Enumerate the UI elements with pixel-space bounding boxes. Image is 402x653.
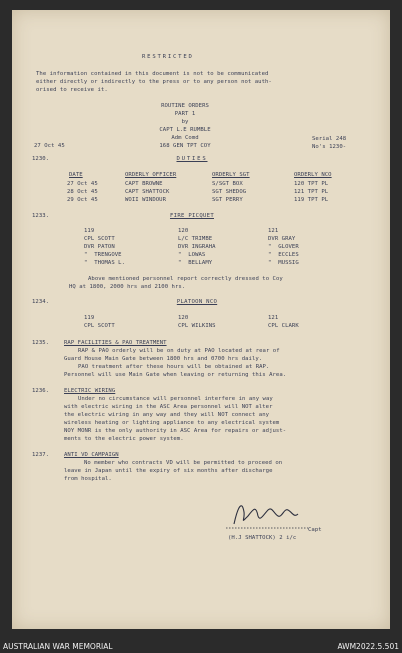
rap-line: PAO treatment after these hours will be obtained at RAP.: [78, 364, 270, 370]
section-number-duties: 1230.: [32, 156, 50, 162]
duty-row-nco: 120 TPT PL: [294, 181, 329, 187]
platoon-nco-name: CPL CLARK: [268, 323, 299, 329]
picquet-member: DVR GRAY: [268, 236, 296, 242]
picquet-member: DVR INGRAHA: [178, 244, 216, 250]
orders-role: Adm Comd: [171, 135, 199, 141]
archive-footer: [0, 641, 402, 653]
picquet-member: " MUSSIG: [268, 260, 299, 266]
duty-row-officer: CAPT SHATTOCK: [125, 189, 170, 195]
picquet-member: CPL SCOTT: [84, 236, 115, 242]
section-heading-anti-vd: ANTI VD CAMPAIGN: [64, 452, 119, 458]
picquet-unit: 119: [84, 228, 95, 234]
platoon-nco-name: CPL SCOTT: [84, 323, 115, 329]
section-heading-wiring: ELECTRIC WIRING: [64, 388, 116, 394]
picquet-member: " ECCLES: [268, 252, 299, 258]
platoon-nco-name: CPL WILKINS: [178, 323, 216, 329]
picquet-unit: 120: [178, 228, 189, 234]
section-number-wiring: 1236.: [32, 388, 50, 394]
archive-reference: AWM2022.5.501: [337, 642, 399, 651]
orders-author: CAPT L.E RUMBLE: [159, 127, 211, 133]
platoon-unit: 120: [178, 315, 189, 321]
duties-col-date: DATE: [69, 172, 83, 178]
picquet-note-2: HQ at 1800, 2000 hrs and 2100 hrs.: [69, 284, 186, 290]
section-heading-duties: DUTIES: [176, 156, 208, 162]
platoon-unit: 119: [84, 315, 95, 321]
wiring-line: ments to the electric power system.: [64, 436, 184, 442]
section-number-rap: 1235.: [32, 340, 50, 346]
duties-col-officer: ORDERLY OFFICER: [125, 172, 177, 178]
duties-col-nco: ORDERLY NCO: [294, 172, 332, 178]
classification-heading: RESTRICTED: [142, 54, 194, 60]
orders-title: ROUTINE ORDERS: [161, 103, 209, 109]
picquet-member: L/C TRIMBE: [178, 236, 213, 242]
section-number-fire-picquet: 1233.: [32, 213, 50, 219]
section-heading-fire-picquet: FIRE PICQUET: [169, 213, 214, 219]
section-heading-rap: RAP FACILITIES & PAO TREATMENT: [64, 340, 167, 346]
picquet-note-1: Above mentioned personnel report correctly dressed to Coy: [88, 276, 283, 282]
duty-row-nco: 119 TPT PL: [294, 197, 329, 203]
duty-row-sgt: S/SGT BOX: [212, 181, 243, 187]
duty-row-date: 29 Oct 45: [67, 197, 98, 203]
section-number-anti-vd: 1237.: [32, 452, 50, 458]
wiring-line: with electric wiring in the ASC Area personnel will NOT alter: [64, 404, 273, 410]
rap-line: Personnel will use Main Gate when leaving or returning this Area.: [64, 372, 287, 378]
picquet-member: DVR PATON: [84, 244, 115, 250]
orders-part: PART 1: [174, 111, 196, 117]
picquet-member: " LOWAS: [178, 252, 206, 258]
order-numbers: No's 1230-: [312, 144, 347, 150]
picquet-member: " THOMAS L.: [84, 260, 126, 266]
duty-row-nco: 121 TPT PL: [294, 189, 329, 195]
duty-row-date: 28 Oct 45: [67, 189, 98, 195]
orders-date: 27 Oct 45: [34, 143, 65, 149]
rap-line: RAP & PAO orderly will be on duty at PAO located at rear of: [78, 348, 280, 354]
picquet-member: " GLOVER: [268, 244, 299, 250]
picquet-member: " BELLAMY: [178, 260, 213, 266]
duty-row-sgt: SGT PERRY: [212, 197, 243, 203]
serial-number: Serial 248: [312, 136, 347, 142]
duty-row-date: 27 Oct 45: [67, 181, 98, 187]
platoon-unit: 121: [268, 315, 279, 321]
handwritten-signature: [212, 494, 322, 534]
notice-line-1: The information contained in this document is not to be communicated: [36, 71, 269, 77]
picquet-member: " TRENGOVE: [84, 252, 122, 258]
anti-vd-line: from hospital.: [64, 476, 112, 482]
duty-row-sgt: SGT SHEDOG: [212, 189, 247, 195]
orders-unit: 168 GEN TPT COY: [159, 143, 211, 149]
archive-name: AUSTRALIAN WAR MEMORIAL: [3, 642, 113, 651]
anti-vd-line: No member who contracts VD will be permitted to proceed on: [84, 460, 283, 466]
wiring-line: Under no circumstance will personnel interfere in any way: [78, 396, 273, 402]
wiring-line: the electric wiring in any way and they will NOT connect any: [64, 412, 270, 418]
section-number-platoon-nco: 1234.: [32, 299, 50, 305]
duty-row-officer: CAPT BROWNE: [125, 181, 163, 187]
rap-line: Guard House Main Gate between 1800 hrs and 0700 hrs daily.: [64, 356, 263, 362]
notice-line-2: either directly or indirectly to the press or to any person not auth-: [36, 79, 272, 85]
document-page: [12, 10, 390, 629]
section-heading-platoon-nco: PLATOON NCO: [176, 299, 218, 305]
picquet-unit: 121: [268, 228, 279, 234]
notice-line-3: orised to receive it.: [36, 87, 108, 93]
signature-rank: Capt: [308, 527, 322, 533]
orders-by: by: [181, 119, 189, 125]
signature-name: (H.J SHATTOCK) 2 i/c: [228, 535, 297, 541]
duties-col-sgt: ORDERLY SGT: [212, 172, 250, 178]
anti-vd-line: leave in Japan until the expiry of six months after discharge: [64, 468, 273, 474]
duty-row-officer: WOII WINDOUR: [125, 197, 167, 203]
wiring-line: NOY MONR is the only authority in ASC Area for repairs or adjust-: [64, 428, 287, 434]
wiring-line: wireless heating or lighting appliance to any electrical system: [64, 420, 280, 426]
